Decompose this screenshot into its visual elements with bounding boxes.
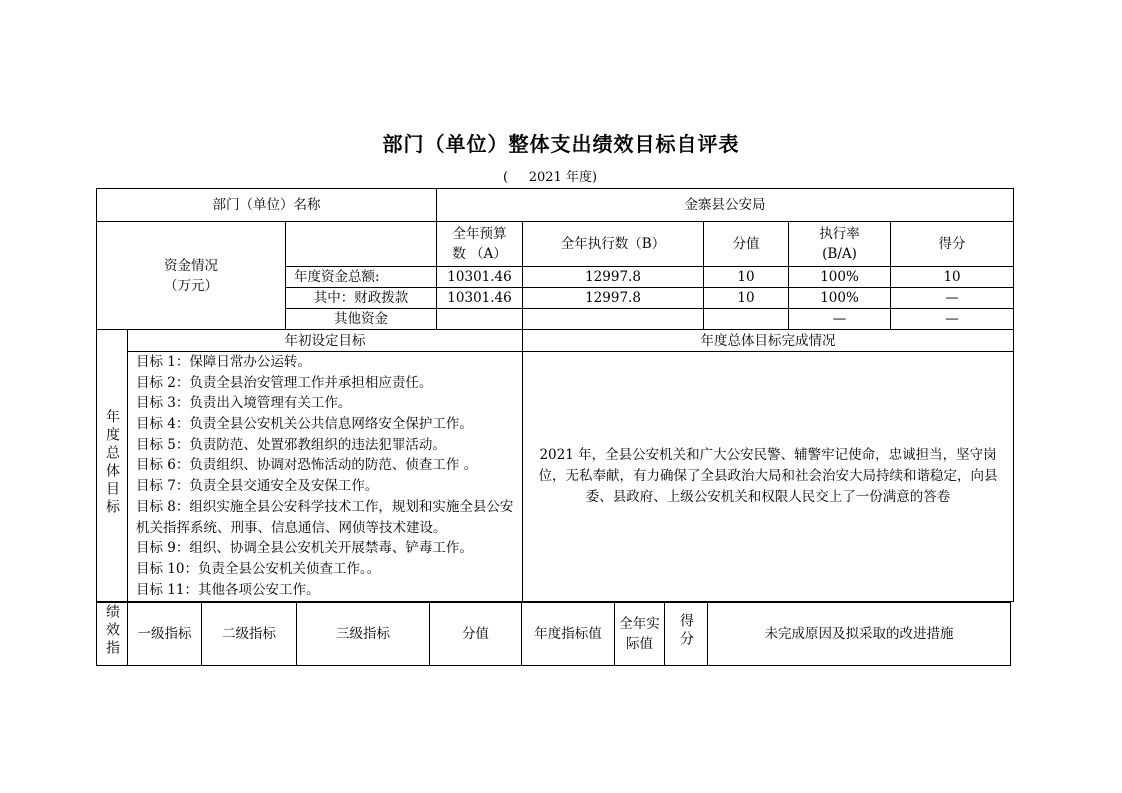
perf-section-text: 绩效指 (104, 604, 120, 658)
funds-header-blank (286, 222, 437, 267)
perf-score-value-header: 分值 (430, 603, 522, 666)
rate-header-line1: 执行率 (819, 226, 860, 242)
perf-level2-header: 二级指标 (202, 603, 297, 666)
funds-row-budget: 10301.46 (437, 288, 523, 309)
funds-row-executed: 12997.8 (523, 267, 704, 288)
perf-reason-header: 未完成原因及拟采取的改进措施 (708, 603, 1011, 666)
funds-row-name: 年度资金总额: (286, 267, 437, 288)
goal-item: 目标 6：负责组织、协调对恐怖活动的防范、侦查工作 。 (136, 457, 478, 474)
page-title: 部门（单位）整体支出绩效目标自评表 (382, 132, 740, 156)
funds-row-executed: 12997.8 (523, 288, 704, 309)
budget-header-line1: 全年预算 (452, 226, 507, 242)
goals-list (128, 352, 523, 602)
goal-item: 目标 8：组织实施全县公安科学技术工作，规划和实施全县公安机关指挥系统、刑事、信息通信、网侦等技术建设。 (136, 498, 514, 536)
goals-done-header: 年度总体目标完成情况 (523, 330, 1014, 352)
funds-row-name: 其他资金 (286, 309, 437, 330)
funds-row-score: 10 (891, 267, 1014, 288)
self-evaluation-table (96, 188, 1014, 602)
funds-row-name: 其中：财政拨款 (286, 288, 437, 309)
perf-level1-header: 一级指标 (128, 603, 202, 666)
executed-header: 全年执行数（B） (523, 222, 704, 267)
funds-row-budget: 10301.46 (437, 267, 523, 288)
funds-row-score: — (891, 309, 1014, 330)
goal-item: 目标 3：负责出入境管理有关工作。 (136, 395, 352, 412)
goal-item: 目标 5：负责防范、处置邪教组织的违法犯罪活动。 (136, 436, 446, 453)
perf-score-header (665, 603, 708, 666)
goal-item: 目标 7：负责全县交通安全及安保工作。 (136, 478, 379, 495)
perf-target-header: 年度指标值 (522, 603, 615, 666)
goals-section-label (97, 330, 128, 602)
funds-row-rate: — (789, 309, 891, 330)
funds-row-executed (523, 309, 704, 330)
funds-row-score-value (704, 309, 789, 330)
perf-actual-header: 全年实际值 (615, 603, 665, 666)
funds-row-score-value: 10 (704, 267, 789, 288)
goals-section-text: 年度总体目标 (104, 408, 120, 517)
rate-header (789, 222, 891, 267)
goal-item: 目标 1：保障日常办公运转。 (136, 354, 311, 370)
funds-row-budget (437, 309, 523, 330)
performance-indicator-table (96, 602, 1011, 666)
goal-item: 目标 11：其他各项公安工作。 (136, 581, 320, 598)
dept-name-label: 部门（单位）名称 (97, 189, 437, 222)
score-header: 得分 (891, 222, 1014, 267)
rate-header-line2: (B/A) (822, 246, 857, 262)
perf-section-label (97, 603, 128, 666)
funds-label-line1: 资金情况 (164, 257, 218, 274)
funds-row-score-value: 10 (704, 288, 789, 309)
score-value-header: 分值 (704, 222, 789, 267)
perf-score-text: 得分 (678, 613, 694, 649)
dept-name-value: 金寨县公安局 (437, 189, 1014, 222)
goal-item: 目标 4：负责全县公安机关公共信息网络安全保护工作。 (136, 416, 473, 433)
funds-label (97, 222, 286, 330)
funds-row-rate: 100% (789, 288, 891, 309)
goal-item: 目标 9：组织、协调全县公安机关开展禁毒、铲毒工作。 (136, 540, 473, 557)
funds-label-line2: （万元） (164, 277, 218, 294)
year-label: ( 2021 年度) (503, 170, 598, 185)
budget-header (437, 222, 523, 267)
perf-level3-header: 三级指标 (297, 603, 430, 666)
goal-item: 目标 2：负责全县治安管理工作并承担相应责任。 (136, 374, 433, 391)
budget-header-line2: 数 （A） (452, 246, 507, 262)
funds-row-rate: 100% (789, 267, 891, 288)
goals-set-header: 年初设定目标 (128, 330, 523, 352)
goal-item: 目标 10：负责全县公安机关侦查工作。。 (136, 560, 381, 577)
goals-summary: 2021 年，全县公安机关和广大公安民警、辅警牢记使命，忠诚担当，坚守岗位，无私奉献，有力确保了全县政治大局和社会治安大局持续和谐稳定，向县委、县政府、上级公安机关和权限人民交上了一份满意的答卷 (523, 352, 1014, 602)
funds-row-score: — (891, 288, 1014, 309)
